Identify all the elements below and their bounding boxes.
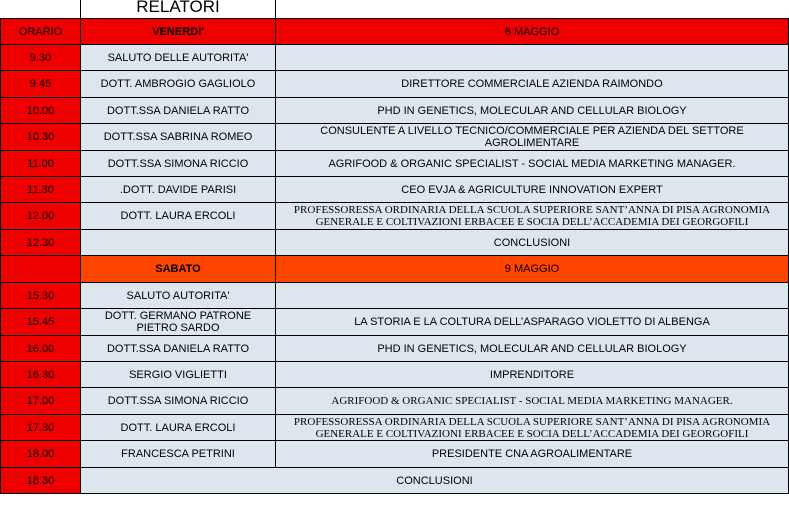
table-row	[1, 441, 789, 468]
table-row	[1, 177, 789, 203]
table-row	[1, 468, 789, 494]
day-label-friday: VENERDI'	[81, 19, 276, 45]
speaker-cell: SERGIO VIGLIETTI	[81, 362, 276, 388]
time-column-header: ORARIO	[1, 19, 81, 45]
role-cell: DIRETTORE COMMERCIALE AZIENDA RAIMONDO	[276, 71, 789, 98]
schedule-table	[0, 18, 789, 494]
speaker-cell: DOTT.SSA DANIELA RATTO	[81, 98, 276, 124]
table-row	[1, 98, 789, 124]
role-cell: PROFESSORESSA ORDINARIA DELLA SCUOLA SUPERIORE SANT’ANNA DI PISA AGRONOMIA GENERALE E COLTIVAZIONI ERBACEE E SOCIA DELL’ACCADEMIA DEI GEORGOFILI	[276, 203, 789, 230]
table-row	[1, 362, 789, 388]
table-row	[1, 309, 789, 336]
table-row	[1, 336, 789, 362]
role-cell	[276, 283, 789, 309]
table-row	[1, 203, 789, 230]
day-header-row-saturday	[1, 256, 789, 283]
time-cell: 9.30	[1, 45, 81, 71]
time-cell: 12.30	[1, 230, 81, 256]
speaker-cell: DOTT.SSA SABRINA ROMEO	[81, 124, 276, 151]
role-cell: AGRIFOOD & ORGANIC SPECIALIST - SOCIAL MEDIA MARKETING MANAGER.	[276, 388, 789, 415]
day-label-saturday: SABATO	[81, 256, 276, 283]
time-cell: 15.45	[1, 309, 81, 336]
table-row	[1, 230, 789, 256]
role-cell: CEO EVJA & AGRICULTURE INNOVATION EXPERT	[276, 177, 789, 203]
role-cell: PRESIDENTE CNA AGROALIMENTARE	[276, 441, 789, 468]
speaker-cell	[81, 230, 276, 256]
table-row	[1, 124, 789, 151]
speaker-cell: DOTT. LAURA ERCOLI	[81, 415, 276, 441]
speaker-cell: DOTT.SSA SIMONA RICCIO	[81, 151, 276, 177]
relatori-header: RELATORI	[80, 0, 276, 19]
role-cell: PHD IN GENETICS, MOLECULAR AND CELLULAR BIOLOGY	[276, 336, 789, 362]
speaker-cell: SALUTO DELLE AUTORITA'	[81, 45, 276, 71]
time-cell: 18.30	[1, 468, 81, 494]
day-header-row-friday	[1, 19, 789, 45]
speaker-cell: DOTT. LAURA ERCOLI	[81, 203, 276, 230]
time-cell: 10.30	[1, 124, 81, 151]
time-cell: 17.30	[1, 415, 81, 441]
role-cell: CONSULENTE A LIVELLO TECNICO/COMMERCIALE PER AZIENDA DEL SETTORE AGROLIMENTARE	[276, 124, 789, 151]
speaker-cell: DOTT.SSA DANIELA RATTO	[81, 336, 276, 362]
time-cell: 11.00	[1, 151, 81, 177]
speaker-cell: FRANCESCA PETRINI	[81, 441, 276, 468]
time-cell: 16.30	[1, 362, 81, 388]
role-cell	[276, 45, 789, 71]
time-cell: 11.30	[1, 177, 81, 203]
table-row	[1, 151, 789, 177]
speaker-cell: .DOTT. DAVIDE PARISI	[81, 177, 276, 203]
speaker-cell: SALUTO AUTORITA'	[81, 283, 276, 309]
role-cell: PROFESSORESSA ORDINARIA DELLA SCUOLA SUPERIORE SANT’ANNA DI PISA AGRONOMIA GENERALE E COLTIVAZIONI ERBACEE E SOCIA DELL’ACCADEMIA DEI GEORGOFILI	[276, 415, 789, 441]
speaker-cell: DOTT. AMBROGIO GAGLIOLO	[81, 71, 276, 98]
time-cell: 12.00	[1, 203, 81, 230]
role-cell: CONCLUSIONI	[81, 468, 789, 494]
role-cell: IMPRENDITORE	[276, 362, 789, 388]
date-label-friday: 8 MAGGIO	[276, 19, 789, 45]
time-cell: 15.30	[1, 283, 81, 309]
table-row	[1, 45, 789, 71]
time-cell: 17.00	[1, 388, 81, 415]
table-row	[1, 388, 789, 415]
time-cell: 18.00	[1, 441, 81, 468]
role-cell: LA STORIA E LA COLTURA DELL’ASPARAGO VIOLETTO DI ALBENGA	[276, 309, 789, 336]
time-cell: 9.45	[1, 71, 81, 98]
time-cell: 16.00	[1, 336, 81, 362]
table-row	[1, 283, 789, 309]
role-cell: AGRIFOOD & ORGANIC SPECIALIST - SOCIAL MEDIA MARKETING MANAGER.	[276, 151, 789, 177]
time-cell: 10.00	[1, 98, 81, 124]
table-row	[1, 71, 789, 98]
role-cell: CONCLUSIONI	[276, 230, 789, 256]
date-label-saturday: 9 MAGGIO	[276, 256, 789, 283]
role-cell: PHD IN GENETICS, MOLECULAR AND CELLULAR BIOLOGY	[276, 98, 789, 124]
speaker-cell: DOTT. GERMANO PATRONE PIETRO SARDO	[81, 309, 276, 336]
table-row	[1, 415, 789, 441]
speaker-cell: DOTT.SSA SIMONA RICCIO	[81, 388, 276, 415]
time-cell-empty	[1, 256, 81, 283]
